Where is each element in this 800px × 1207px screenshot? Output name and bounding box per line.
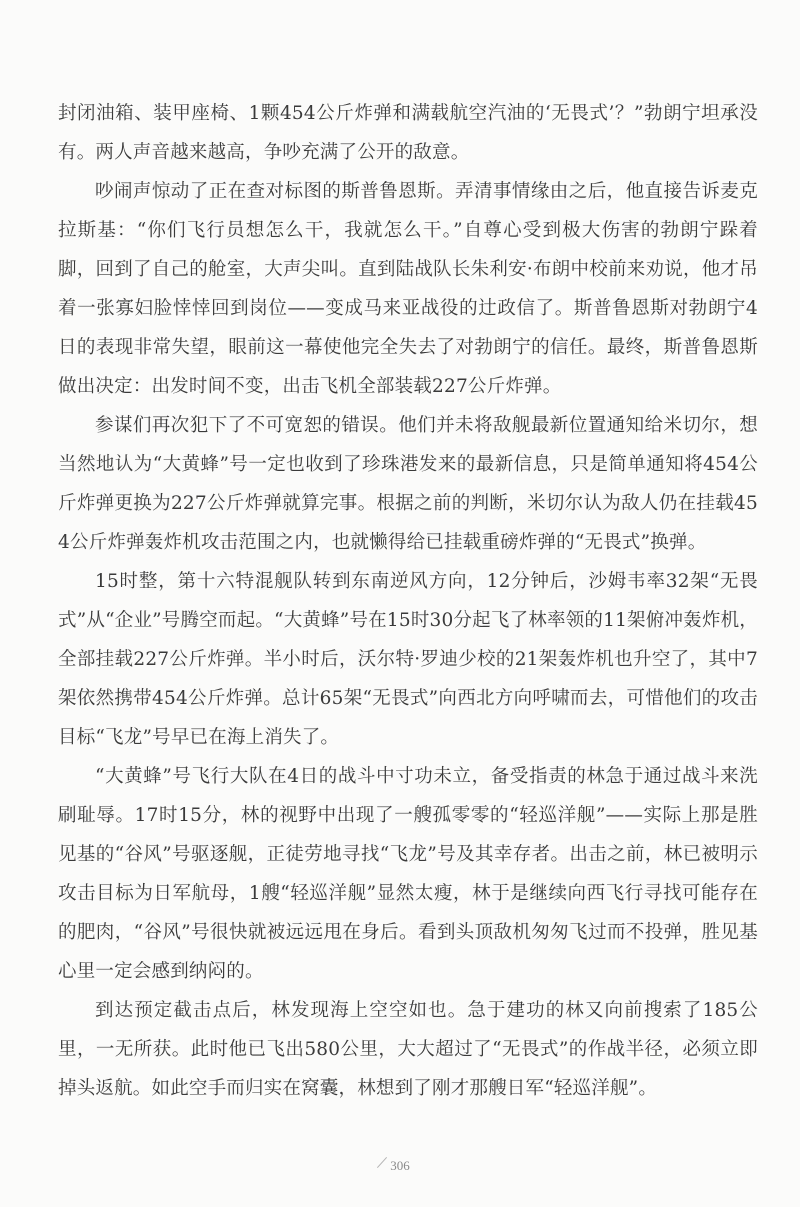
paragraph-4: 15时整，第十六特混舰队转到东南逆风方向，12分钟后，沙姆韦率32架“无畏式”从“企业”号腾空而起。“大黄蜂”号在15时30分起飞了林率领的11架俯冲轰炸机，全部挂载227公斤炸弹。半小时后，沃尔特·罗迪少校的21架轰炸机也升空了，其中7架依然携带454公斤炸弹。总计65架“无畏式”向西北方向呼啸而去，可惜他们的攻击目标“飞龙”号早已在海上消失了。	[58, 571, 758, 748]
body-text	[58, 94, 758, 1108]
paragraph-1: 封闭油箱、装甲座椅、1颗454公斤炸弹和满载航空汽油的‘无畏式’？”勃朗宁坦承没有。两人声音越来越高，争吵充满了公开的敌意。	[58, 103, 758, 163]
paragraph-5: “大黄蜂”号飞行大队在4日的战斗中寸功未立，备受指责的林急于通过战斗来洗刷耻辱。17时15分，林的视野中出现了一艘孤零零的“轻巡洋舰”——实际上那是胜见基的“谷风”号驱逐舰，正徒劳地寻找“飞龙”号及其幸存者。出击之前，林已被明示攻击目标为日军航母，1艘“轻巡洋舰”显然太瘦，林于是继续向西飞行寻找可能存在的肥肉，“谷风”号很快就被远远甩在身后。看到头顶敌机匆匆飞过而不投弹，胜见基心里一定会感到纳闷的。	[58, 766, 758, 982]
paragraph-3: 参谋们再次犯下了不可宽恕的错误。他们并未将敌舰最新位置通知给米切尔，想当然地认为“大黄蜂”号一定也收到了珍珠港发来的最新信息，只是简单通知将454公斤炸弹更换为227公斤炸弹就算完事。根据之前的判断，米切尔认为敌人仍在挂载454公斤炸弹轰炸机攻击范围之内，也就懒得给已挂载重磅炸弹的“无畏式”换弹。	[58, 415, 758, 553]
paragraph-6: 到达预定截击点后，林发现海上空空如也。急于建功的林又向前搜索了185公里，一无所获。此时他已飞出580公里，大大超过了“无畏式”的作战半径，必须立即掉头返航。如此空手而归实在窝囊，林想到了刚才那艘日军“轻巡洋舰”。	[58, 1000, 758, 1099]
paragraph-2: 吵闹声惊动了正在查对标图的斯普鲁恩斯。弄清事情缘由之后，他直接告诉麦克拉斯基：“你们飞行员想怎么干，我就怎么干。”自尊心受到极大伤害的勃朗宁跺着脚，回到了自己的舱室，大声尖叫。直到陆战队长朱利安·布朗中校前来劝说，他才吊着一张寡妇脸悻悻回到岗位——变成马来亚战役的辻政信了。斯普鲁恩斯对勃朗宁4日的表现非常失望，眼前这一幕使他完全失去了对勃朗宁的信任。最终，斯普鲁恩斯做出决定：出发时间不变，出击飞机全部装载227公斤炸弹。	[58, 181, 758, 397]
page-number: 306	[390, 1158, 410, 1173]
